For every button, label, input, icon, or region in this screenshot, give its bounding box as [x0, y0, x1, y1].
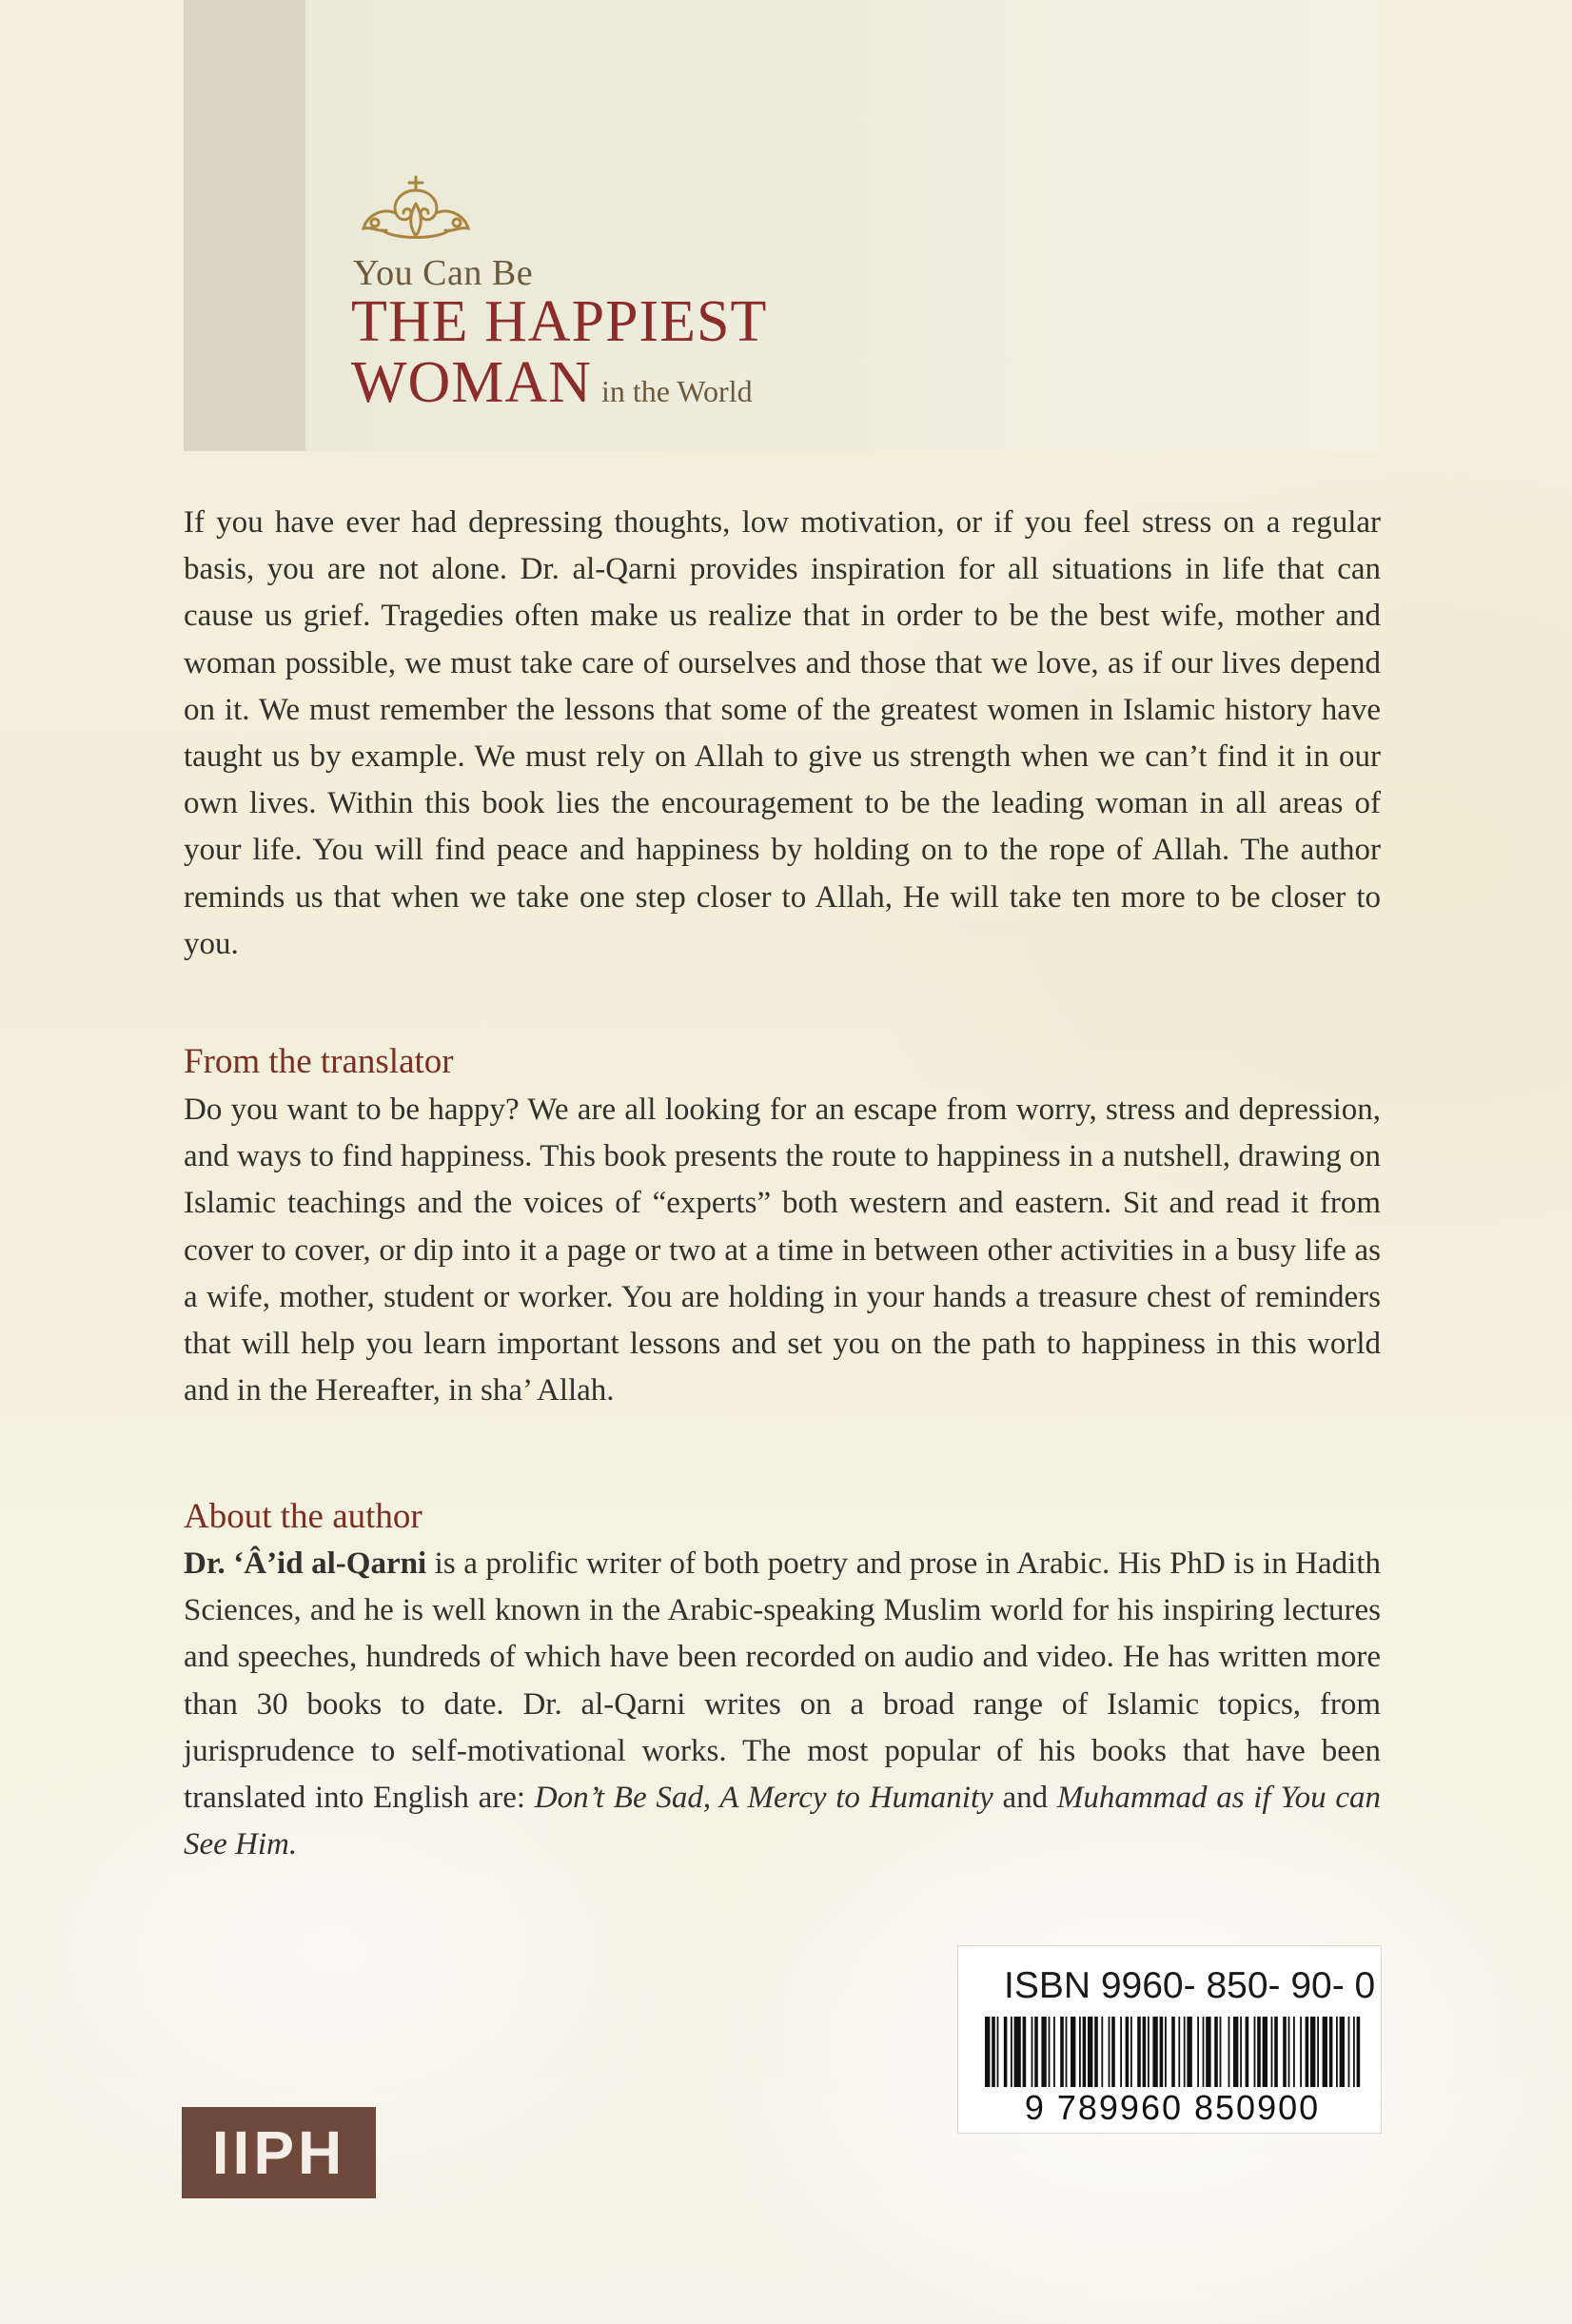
cover-series-line: You Can Be	[353, 253, 534, 293]
barcode-bar	[1101, 2017, 1103, 2087]
cover-title-woman: WOMAN	[351, 350, 592, 415]
translator-heading: From the translator	[184, 1042, 454, 1081]
book-title-2: Muhammad as if You can See Him.	[184, 1781, 1381, 1862]
barcode-bar	[1130, 2017, 1132, 2087]
barcode-bar	[1011, 2017, 1012, 2087]
arabesque-ornament-icon	[354, 169, 478, 246]
barcode-bar	[1306, 2017, 1309, 2087]
barcode-bar	[1088, 2017, 1092, 2087]
barcode-bar	[1004, 2017, 1008, 2087]
barcode-digits: 9 789960 850900	[1024, 2088, 1321, 2123]
cover-title-line2	[351, 352, 753, 428]
barcode-bar	[1094, 2017, 1098, 2087]
author-paragraph	[184, 1541, 1381, 1868]
barcode-bar	[1049, 2017, 1051, 2087]
barcode-bar	[985, 2017, 990, 2087]
barcode-bar	[1120, 2017, 1122, 2087]
author-bio-text: is a prolific writer of both poetry and prose in Arabic. His PhD is in Hadith Sciences, and he is well known in the Arabic-speaking Muslim world for his inspiring lectures and speeches, hundreds of which have been recorded on audio and video. He has written more than 30 books to date. Dr. al-Qarni writes on a broad range of Islamic topics, from jurisprudence to self-motivational works. The most popular of his books that have been translated into English are:	[184, 1546, 1381, 1816]
barcode-bar	[1187, 2017, 1191, 2087]
barcode-bar	[1288, 2017, 1290, 2087]
isbn-barcode-box	[957, 1945, 1382, 2134]
barcode-bar	[1152, 2017, 1157, 2087]
barcode-bar	[1257, 2017, 1261, 2087]
author-heading: About the author	[184, 1497, 422, 1536]
barcode-bar	[1014, 2017, 1021, 2087]
intro-paragraph: If you have ever had depressing thoughts, low motivation, or if you feel stress on a regular basis, you are not alone. Dr. al-Qarni provides inspiration for all situations in life that can cause us grief. Tragedies often make us realize that in order to be the best wife, mother and woman possible, we must take care of ourselves and those that we love, as if our lives depend on it. We must remember the lessons that some of the greatest women in Islamic history have taught us by example. We must rely on Allah to give us strength when we can’t find it in our own lives. Within this book lies the encouragement to be the leading woman in all areas of your life. You will find peace and happiness by holding on to the rope of Allah. The author reminds us that when we take one step closer to Allah, He will take ten more to be closer to you.	[184, 505, 1381, 961]
barcode-bar	[1203, 2017, 1205, 2087]
barcode-bar	[1300, 2017, 1302, 2087]
publisher-logo	[182, 2107, 376, 2198]
barcode-bar	[1274, 2017, 1278, 2087]
barcode-bar	[1348, 2017, 1350, 2087]
barcode	[977, 2017, 1367, 2123]
barcode-bar	[1109, 2017, 1110, 2087]
barcode-bar	[1066, 2017, 1068, 2087]
barcode-bar	[1079, 2017, 1081, 2087]
publisher-logo-text: IIPH	[211, 2118, 346, 2187]
barcode-bar	[1041, 2017, 1046, 2087]
barcode-bar	[1317, 2017, 1319, 2087]
barcode-bar	[1148, 2017, 1150, 2087]
barcode-bar	[1263, 2017, 1267, 2087]
barcode-bar	[1220, 2017, 1222, 2087]
barcode-bar	[1353, 2017, 1355, 2087]
barcode-bar	[1023, 2017, 1027, 2087]
barcode-bar	[997, 2017, 999, 2087]
author-and-text: and	[992, 1781, 1057, 1816]
barcode-bar	[1246, 2017, 1249, 2087]
barcode-bar	[1071, 2017, 1075, 2087]
barcode-bar	[1178, 2017, 1180, 2087]
translator-paragraph: Do you want to be happy? We are all looking for an escape from worry, stress and depression, and ways to find happiness. This book presents the route to happiness in a nutshell, drawing on Islamic teachings and the voices of “experts” both western and eastern. Sit and read it from cover to cover, or dip into it a page or two at a time in between other activities in a busy life as a wife, mother, student or worker. You are holding in your hands a treasure chest of reminders that will help you learn important lessons and set you on the path to happiness in this world and in the Hereafter, in sha’ Allah.	[184, 1093, 1381, 1408]
author-name: Dr. ‘Â’id al-Qarni	[184, 1546, 427, 1581]
barcode-bar	[1293, 2017, 1295, 2087]
barcode-bar	[1214, 2017, 1218, 2087]
barcode-bar	[1053, 2017, 1055, 2087]
barcode-bar	[1283, 2017, 1287, 2087]
barcode-bar	[1323, 2017, 1327, 2087]
barcode-bar	[1228, 2017, 1230, 2087]
barcode-bar	[1171, 2017, 1175, 2087]
barcode-bar	[1032, 2017, 1033, 2087]
barcode-bar	[1143, 2017, 1147, 2087]
barcode-bar	[1240, 2017, 1242, 2087]
barcode-bar	[1233, 2017, 1238, 2087]
barcode-bar	[1034, 2017, 1038, 2087]
barcode-bar	[1137, 2017, 1141, 2087]
barcode-bar	[1310, 2017, 1315, 2087]
barcode-bar	[1357, 2017, 1361, 2087]
barcode-bar	[1126, 2017, 1130, 2087]
barcode-bar	[1206, 2017, 1210, 2087]
barcode-bar	[1271, 2017, 1273, 2087]
barcode-bar	[1197, 2017, 1199, 2087]
barcode-bar	[1340, 2017, 1345, 2087]
barcode-bar	[1160, 2017, 1164, 2087]
book-title-1: Don’t Be Sad, A Mercy to Humanity	[534, 1781, 993, 1816]
barcode-bar	[1165, 2017, 1167, 2087]
isbn-label: ISBN 9960- 850- 90- 0	[1004, 1965, 1376, 2006]
barcode-bar	[1083, 2017, 1087, 2087]
barcode-bar	[1254, 2017, 1256, 2087]
cover-title-line1: THE HAPPIEST	[351, 289, 768, 354]
barcode-bar	[1329, 2017, 1333, 2087]
barcode-bar	[1184, 2017, 1186, 2087]
barcode-bar	[1336, 2017, 1338, 2087]
barcode-bar	[1111, 2017, 1115, 2087]
cover-title-in-the-world: in the World	[600, 374, 753, 408]
barcode-bar	[992, 2017, 995, 2087]
barcode-bar	[1060, 2017, 1064, 2087]
